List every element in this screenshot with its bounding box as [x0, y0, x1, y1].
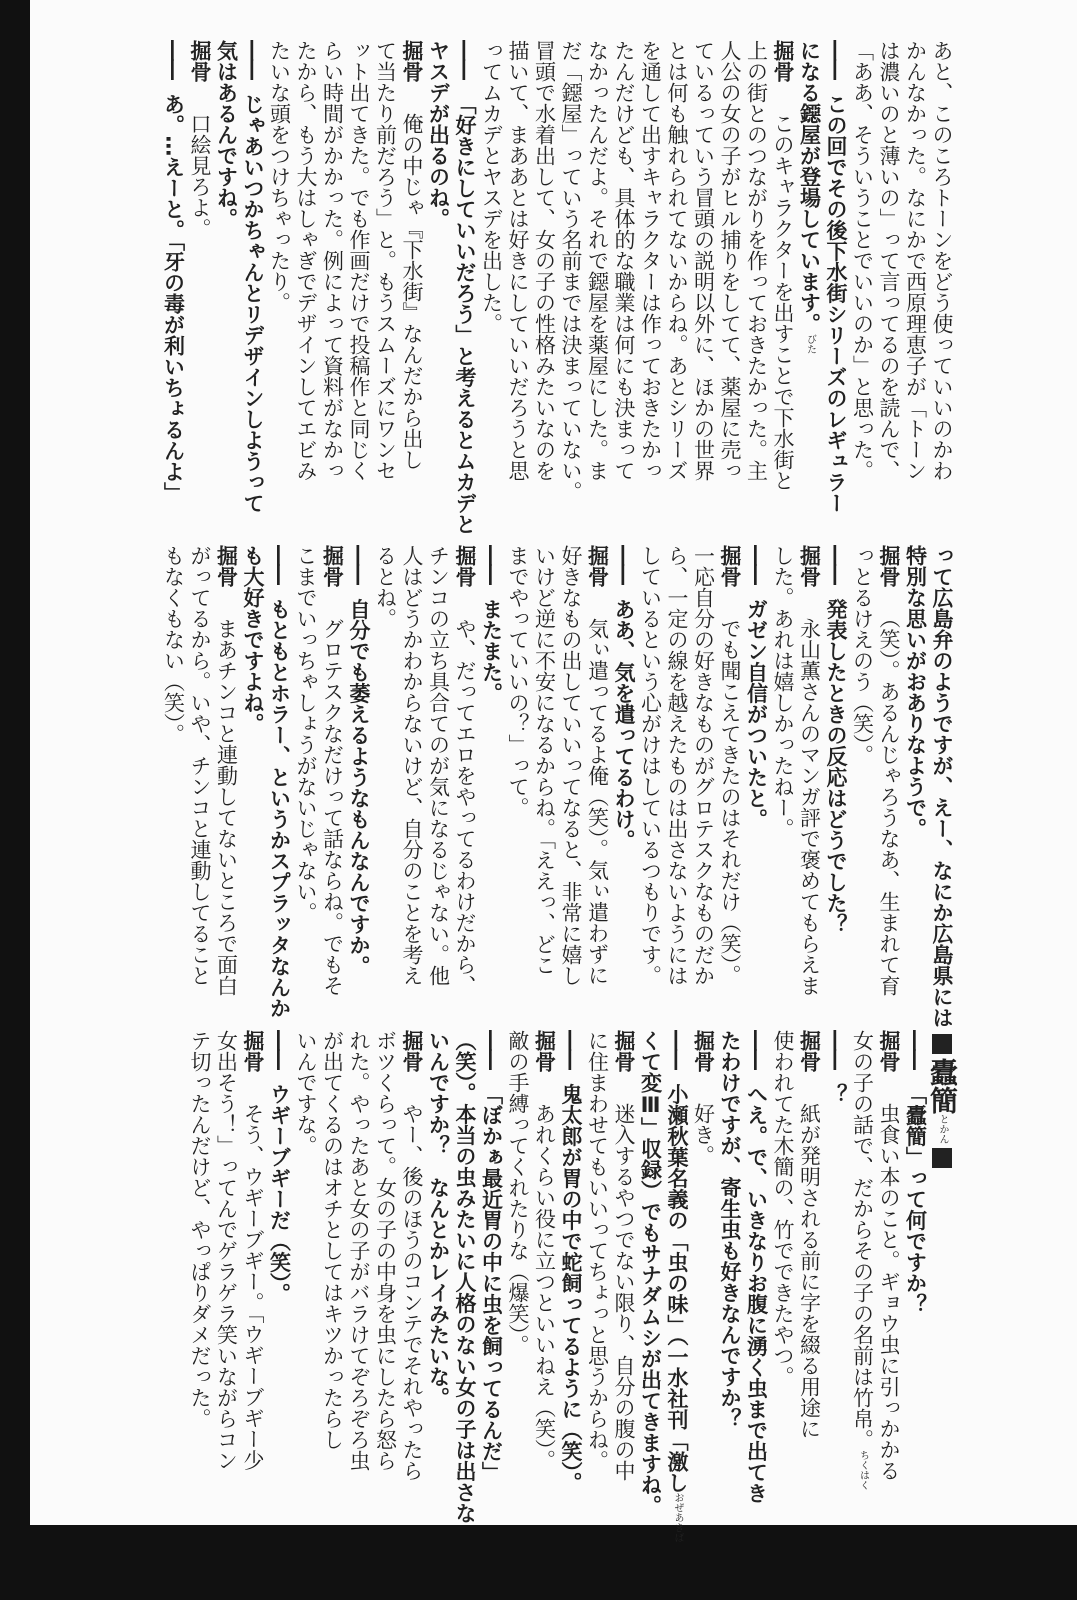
speaker-name: 掘骨	[400, 40, 424, 82]
speaker-name: 掘骨	[612, 1030, 636, 1072]
line-text: になる鐚屋が登場しています。	[797, 40, 822, 334]
line-text: ？	[824, 1083, 848, 1105]
line-text: 俺の中じゃ『下水街』なんだから出し	[400, 113, 424, 470]
speaker-name: 掘骨	[320, 545, 345, 587]
line-text: ガゼン自信がついたと。	[744, 598, 769, 830]
text-line	[558, 545, 585, 986]
line-text: たから、もう大はしゃぎでデザインしてエビみ	[294, 40, 318, 481]
answer-line	[690, 1030, 717, 1500]
line-text: 自分でも萎えるようなもんなんですか。	[347, 598, 371, 977]
speaker-name: 掘骨	[877, 1030, 901, 1072]
line-text: もなくもない（笑）。	[161, 545, 186, 745]
line-text: 「好きにしていいだろう」と考えるとムカデと	[453, 93, 477, 535]
dash-mark: ――	[612, 545, 636, 583]
line-text: 口絵見ろよ。	[188, 113, 212, 239]
text-line	[531, 40, 558, 530]
speaker-name: 掘骨	[877, 545, 901, 587]
text-line	[425, 40, 452, 530]
answer-line	[584, 545, 611, 986]
line-text: （笑）。本当の虫みたいに人格のない女の子は出さな	[453, 1030, 477, 1524]
line-text: いんですか？ なんとかレイみたいな。	[426, 1030, 451, 1408]
line-text: たんだけども、具体的な職業は何にも決まって	[612, 40, 636, 481]
line-text: あれくらい役に立つといいねえ（笑）。	[532, 1103, 557, 1471]
line-text: がってるから。いや、チンコと連動してること	[188, 545, 212, 986]
heading-square-icon	[932, 1034, 952, 1054]
text-line	[240, 545, 267, 975]
text-block-middle	[160, 545, 955, 1028]
text-line	[213, 1030, 240, 1500]
text-line	[849, 545, 876, 975]
dash-mark: ――	[479, 545, 504, 583]
text-line	[876, 40, 903, 530]
answer-line	[770, 40, 797, 530]
text-line	[717, 40, 744, 530]
line-text: しているという心がけはしているつもりです。	[638, 545, 663, 986]
dash-mark: ――	[161, 40, 186, 78]
text-line	[425, 545, 452, 986]
text-line	[266, 40, 293, 530]
dash-mark: ――	[267, 1030, 292, 1068]
answer-line	[213, 545, 240, 996]
line-text: まあチンコと連動してないところで面白	[214, 618, 239, 996]
line-text: 好きなもの出していいってなると、非常に嬉し	[559, 545, 583, 986]
line-text: 発表したときの反応はどうでした？	[824, 598, 848, 935]
speaker-name: 掘骨	[400, 1030, 424, 1072]
line-text: 人はどうかわからないけど、自分のことを考え	[400, 545, 424, 986]
text-line	[743, 40, 770, 530]
line-text: チンコの立ち具合てのが気になるじゃない。他	[426, 545, 451, 986]
line-text: れた。やったあと女の子がバラけてぞろぞろ虫	[347, 1030, 371, 1471]
line-text: （笑）。あるんじゃろうなあ、生まれて育	[877, 618, 901, 996]
line-text: またまた。	[479, 598, 504, 704]
speaker-name: 掘骨	[771, 40, 795, 82]
line-text: かんなかった。なにかで西原理恵子が「トーン	[903, 40, 928, 481]
answer-line	[531, 1030, 558, 1500]
heading-square-icon	[932, 1148, 952, 1168]
interviewer-question	[664, 1030, 691, 1543]
dash-mark: ――	[744, 545, 769, 583]
line-text: たいな頭をつけちゃったり。	[267, 40, 292, 313]
answer-line	[611, 1030, 638, 1500]
line-text: 人公の女の子がヒル捕りをしてて、薬屋に売っ	[718, 40, 742, 481]
line-text: るとね。	[373, 545, 398, 629]
dash-mark: ――	[824, 545, 848, 583]
text-line	[319, 40, 346, 530]
speaker-name: 掘骨	[453, 545, 477, 587]
ruby-reading: ちくはく	[857, 1450, 869, 1490]
answer-line	[796, 1030, 823, 1500]
line-text: 迷入するやつでない限り、自分の腹の中	[612, 1103, 636, 1481]
heading-ruby: とかん	[937, 1114, 948, 1144]
text-line	[902, 40, 929, 530]
interviewer-question	[823, 1030, 850, 1500]
line-text: や、だってエロをやってるわけだから、	[453, 618, 477, 996]
ruby-reading: おぜあきば	[672, 1492, 683, 1543]
line-text: 気はあるんですね。	[214, 40, 239, 229]
text-line	[690, 40, 717, 530]
interviewer-question	[558, 1030, 585, 1500]
interviewer-question	[902, 1030, 929, 1500]
text-line	[929, 40, 956, 530]
book-page	[30, 0, 1077, 1543]
text-line	[346, 1030, 373, 1500]
text-line	[611, 40, 638, 530]
line-text: ているっていう冒頭の説明以外に、ほかの世界	[691, 40, 716, 481]
text-line	[637, 40, 664, 530]
interviewer-question	[823, 545, 850, 975]
line-text: ウギーブギーだ（笑）。	[267, 1083, 292, 1304]
text-line	[425, 1030, 452, 1500]
line-text: 「ぼかぁ最近胃の中に虫を飼ってるんだ」	[479, 1083, 504, 1483]
line-text: 「ああ、そういうことでいいのか」と思った。	[850, 40, 875, 481]
line-text: とは何も触れられてないからね。あとシリーズ	[665, 40, 689, 481]
interviewer-question	[452, 40, 479, 535]
line-text: あと、このころトーンをどう使っていいのかわ	[930, 40, 954, 481]
line-text: ット出てきた。でも作画だけで投稿作と同じく	[347, 40, 371, 481]
line-text: って広島弁のようですが、えー、なにか広島県には	[930, 545, 954, 1028]
interviewer-question	[240, 40, 267, 530]
ruby-reading: びた	[804, 334, 816, 354]
dash-mark: ――	[903, 1030, 928, 1068]
line-text: っとるけえのう（笑）。	[850, 545, 875, 766]
line-text: グロテスクなだけって話ならね。でもそ	[320, 618, 345, 996]
text-block-top	[160, 40, 955, 535]
speaker-name: 掘骨	[532, 1030, 557, 1072]
line-text: この回でその後下水街シリーズのレギュラー	[824, 93, 848, 514]
line-text: も大好きですよね。	[241, 545, 265, 734]
speaker-name: 掘骨	[797, 1030, 822, 1072]
speaker-name: 掘骨	[691, 1030, 716, 1072]
line-text: 「蠹簡」って何ですか？	[903, 1083, 928, 1315]
dash-mark: ――	[453, 40, 477, 78]
line-text: こまでいっちゃしょうがないじゃない。	[294, 545, 318, 923]
line-text: いんですな。	[294, 1030, 318, 1156]
line-text: もともとホラー、というかスプラッタなんか	[267, 598, 292, 1019]
line-text: ってムカデとヤスデを出した。	[479, 40, 504, 334]
speaker-name: 掘骨	[797, 545, 822, 587]
speaker-name: 掘骨	[188, 40, 212, 82]
text-line	[584, 1030, 611, 1500]
text-line	[505, 40, 532, 530]
line-text: 永山薫さんのマンガ評で褒めてもらえま	[797, 618, 822, 996]
text-line	[452, 1030, 479, 1524]
line-text: 女出そう！」ってんでゲラゲラ笑いながらコン	[214, 1030, 239, 1471]
line-text: やー、後のほうのコンテでそれやったら	[400, 1103, 424, 1481]
text-line	[505, 545, 532, 975]
line-text: ら、一定の線を越えたものは出さないようには	[665, 545, 689, 986]
answer-line	[319, 545, 346, 996]
dash-mark: ――	[824, 40, 848, 78]
text-line	[664, 40, 691, 530]
line-text: へえ。で、いきなりお腹に湧く虫まで出てき	[744, 1083, 769, 1504]
answer-line	[399, 40, 426, 530]
text-line	[664, 545, 691, 986]
text-line	[213, 40, 240, 530]
text-line	[929, 545, 956, 1028]
line-text: らい時間がかかった。例によって資料がなかっ	[320, 40, 345, 481]
text-line	[849, 40, 876, 530]
line-text: 敵の手縛ってくれたりな（爆笑）。	[506, 1030, 530, 1356]
text-line	[531, 545, 558, 975]
dash-mark: ――	[824, 1030, 848, 1068]
line-text: 使われてた木簡の、竹でできたやつ。	[771, 1030, 795, 1387]
line-text: を通して出すキャラクターは作っておきたかっ	[638, 40, 663, 481]
text-line	[293, 1030, 320, 1500]
line-text: 冒頭で水着出して、女の子の性格みたいなのを	[532, 40, 557, 481]
text-line	[187, 1030, 214, 1500]
answer-line	[452, 545, 479, 996]
interviewer-question	[478, 1030, 505, 1500]
line-text: て当たり前だろう」と。もうスムーズにワンセ	[373, 40, 398, 481]
answer-line	[187, 40, 214, 530]
answer-line	[717, 545, 744, 986]
line-text: 女の子の話で、だからその子の名前は竹帛。	[850, 1030, 875, 1450]
interviewer-question	[346, 545, 373, 975]
interviewer-question	[611, 545, 638, 975]
line-text: あ。…えーと。「牙の毒が利いちょるんよ」	[161, 93, 186, 503]
line-text: ボツくらって。女の子の中身を虫にしたら怒ら	[373, 1030, 398, 1471]
text-line	[319, 1030, 346, 1500]
interviewer-question	[478, 545, 505, 975]
text-block-bottom	[187, 1030, 959, 1543]
text-line	[796, 40, 823, 530]
speaker-name: 掘骨	[585, 545, 610, 587]
interviewer-question	[823, 40, 850, 530]
text-line	[372, 545, 399, 975]
dash-mark: ――	[267, 545, 292, 583]
speaker-name: 掘骨	[241, 1030, 265, 1072]
interviewer-question	[266, 545, 293, 1019]
text-line	[399, 545, 426, 986]
line-text: たわけですが、寄生虫も好きなんですか？	[718, 1030, 742, 1429]
line-text: いけど逆に不安になるからね。「ええっ、どこ	[532, 545, 557, 976]
text-line	[717, 1030, 744, 1500]
line-text: ああ、気を遣ってるわけ。	[612, 598, 636, 851]
answer-line	[876, 545, 903, 996]
line-text: 一応自分の好きなものがグロテスクなものだか	[691, 545, 716, 986]
line-text: 鬼太郎が胃の中で蛇飼ってるように（笑）。	[559, 1083, 583, 1493]
line-text: だ「鐚屋」っていう名前までは決まっていない。	[559, 40, 583, 502]
line-text: 好き。	[691, 1103, 716, 1166]
line-text: そう、ウギーブギー。「ウギーブギー少	[241, 1103, 265, 1471]
line-text: は濃いのと薄いの」って言ってるのを読んで、	[877, 40, 901, 481]
text-line	[187, 545, 214, 986]
dash-mark: ――	[241, 40, 265, 78]
interviewer-question	[266, 1030, 293, 1500]
line-text: このキャラクターを出すことで下水街と	[771, 113, 795, 491]
text-line	[293, 545, 320, 975]
line-text: テ切ったんだけど、やっぱりダメだった。	[188, 1030, 212, 1429]
interviewer-question	[743, 1030, 770, 1504]
answer-line	[240, 1030, 267, 1500]
text-line	[478, 40, 505, 530]
text-line	[770, 1030, 797, 1500]
text-line	[505, 1030, 532, 1500]
line-text: 小瀬秋葉名義の「虫の味」（一水社刊「激し	[665, 1083, 689, 1493]
speaker-name: 掘骨	[718, 545, 742, 587]
line-text: 虫食い本のこと。ギョウ虫に引っかかる	[877, 1103, 901, 1481]
section-heading	[926, 1030, 959, 1500]
answer-line	[876, 1030, 903, 1500]
text-line	[372, 40, 399, 530]
speaker-name: 掘骨	[214, 545, 239, 587]
dash-mark: ――	[347, 545, 371, 583]
text-line	[690, 545, 717, 986]
dash-mark: ――	[744, 1030, 769, 1068]
text-line	[902, 545, 929, 975]
line-text: に住まわせてもいいってちょっと思うからね。	[585, 1030, 610, 1471]
text-line	[584, 40, 611, 530]
line-text: くて変Ⅲ」収録）でもサナダムシが出てきますね。	[638, 1030, 663, 1516]
line-text: した。あれは嬉しかったねー。	[771, 545, 795, 839]
dash-mark: ――	[479, 1030, 504, 1068]
heading-text: 蠹簡	[926, 1058, 959, 1114]
line-text: までやっていいの？」って。	[506, 545, 530, 818]
line-text: なかったんだよ。それで鐚屋を薬屋にした。ま	[585, 40, 610, 481]
answer-line	[399, 1030, 426, 1500]
line-text: 描いて、まああとは好きにしていいだろうと思	[506, 40, 530, 481]
line-text: じゃあいつかちゃんとリデザインしようって	[241, 93, 265, 514]
line-text: 気ぃ遣ってるよ俺（笑）。気ぃ遣わずに	[585, 618, 610, 986]
text-line	[637, 545, 664, 986]
text-line	[770, 545, 797, 975]
text-line	[293, 40, 320, 530]
text-line	[372, 1030, 399, 1500]
line-text: 上の街とのつながりを作っておきたかった。主	[744, 40, 769, 481]
interviewer-question	[743, 545, 770, 975]
line-text: 特別な思いがおありなようで。	[903, 545, 928, 839]
text-line	[160, 545, 187, 975]
line-text: が出てくるのはオチとしてはキツかったらし	[320, 1030, 345, 1450]
line-text: でも聞こえてきたのはそれだけ（笑）。	[718, 618, 742, 986]
line-text: ヤスデが出るのね。	[426, 40, 451, 229]
text-line	[849, 1030, 876, 1500]
dash-mark: ――	[665, 1030, 689, 1068]
interviewer-question	[160, 40, 187, 530]
text-line	[637, 1030, 664, 1516]
line-text: 紙が発明される前に字を綴る用途に	[797, 1103, 822, 1439]
text-line	[346, 40, 373, 530]
text-line	[558, 40, 585, 530]
answer-line	[796, 545, 823, 996]
dash-mark: ――	[559, 1030, 583, 1068]
